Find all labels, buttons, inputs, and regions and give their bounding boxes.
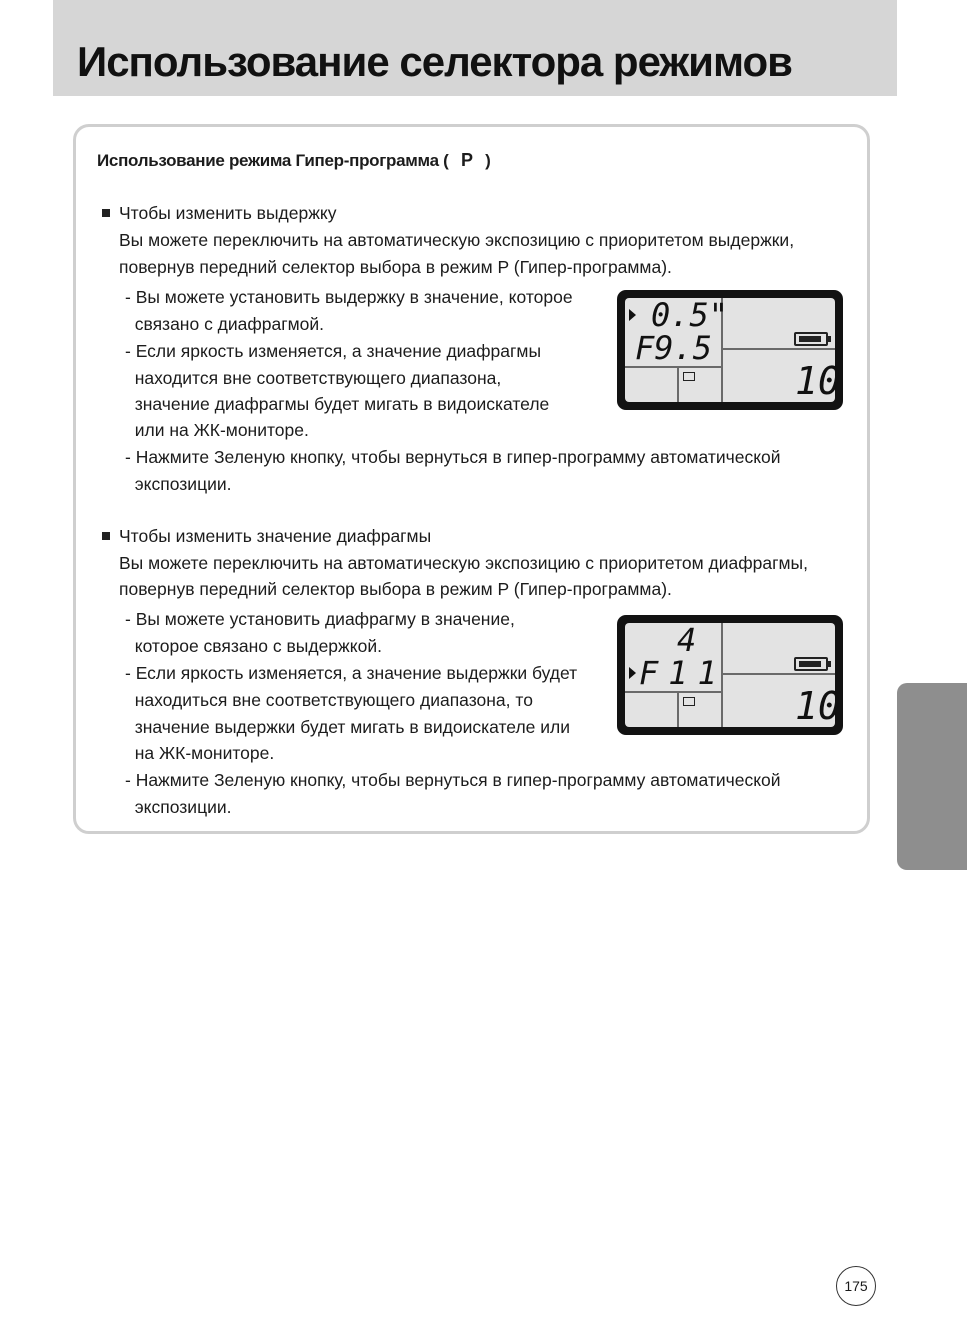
page-header [53, 0, 897, 96]
square-bullet-icon [102, 532, 110, 540]
block1-line: - Нажмите Зеленую кнопку, чтобы вернуться в гипер-программу автоматической [125, 447, 781, 467]
frame-icon [683, 372, 695, 381]
block2-heading: Чтобы изменить значение диафрагмы [119, 526, 432, 546]
block1-intro-line: повернув передний селектор выбора в режим P (Гипер-программа). [119, 257, 672, 277]
block2-line: значение выдержки будет мигать в видоискателе или [125, 717, 571, 737]
block1-line: значение диафрагмы будет мигать в видоискателе [125, 394, 550, 414]
block2-line: экспозиции. [125, 797, 232, 817]
lcd-panel-aperture [617, 615, 843, 735]
block2-intro-line: Вы можете переключить на автоматическую экспозицию с приоритетом диафрагмы, [119, 553, 808, 573]
lcd-shutter-value: 0.5" [651, 296, 729, 334]
lcd-screen [625, 296, 841, 403]
page-title: Использование селектора режимов [77, 38, 792, 85]
block2-line: на ЖК-мониторе. [125, 743, 275, 763]
block1-line: находится вне соответствующего диапазона, [125, 368, 502, 388]
block1-intro-line: Вы можете переключить на автоматическую экспозицию с приоритетом выдержки, [119, 230, 795, 250]
square-bullet-icon [102, 209, 110, 217]
lcd-screen [625, 621, 841, 728]
block2-line: которое связано с выдержкой. [125, 636, 382, 656]
section-subtitle: Использование режима Гипер-программа ( P ) [97, 150, 491, 170]
block2-line: - Нажмите Зеленую кнопку, чтобы вернуться в гипер-программу автоматической [125, 770, 781, 790]
lcd-shutter-value: 4 [677, 621, 697, 659]
block2-line: - Вы можете установить диафрагму в значение, [125, 609, 515, 629]
block2-line: - Если яркость изменяется, а значение выдержки будет [125, 663, 578, 683]
mode-symbol: P [460, 150, 473, 170]
arrow-icon [629, 309, 636, 321]
frame-icon [683, 697, 695, 706]
block2-intro-line: повернув передний селектор выбора в режим P (Гипер-программа). [119, 579, 672, 599]
block1-line: экспозиции. [125, 474, 232, 494]
lcd-aperture-value: F11 [639, 654, 727, 692]
block1-heading: Чтобы изменить выдержку [119, 203, 337, 223]
block1-line: связано с диафрагмой. [125, 314, 325, 334]
lcd-frame-count: 10 [795, 359, 841, 403]
battery-icon [794, 332, 828, 346]
chapter-tab [897, 683, 967, 870]
block1-line: - Если яркость изменяется, а значение диафрагмы [125, 341, 542, 361]
block1-line: - Вы можете установить выдержку в значение, которое [125, 287, 573, 307]
arrow-icon [629, 667, 636, 679]
block2-line: находиться вне соответствующего диапазона, то [125, 690, 533, 710]
lcd-panel-shutter [617, 290, 843, 410]
lcd-frame-count: 10 [795, 684, 841, 728]
page-number: 175 [836, 1266, 876, 1306]
lcd-aperture-value: F9.5 [635, 329, 713, 367]
block1-line: или на ЖК-мониторе. [125, 420, 309, 440]
battery-icon [794, 657, 828, 671]
